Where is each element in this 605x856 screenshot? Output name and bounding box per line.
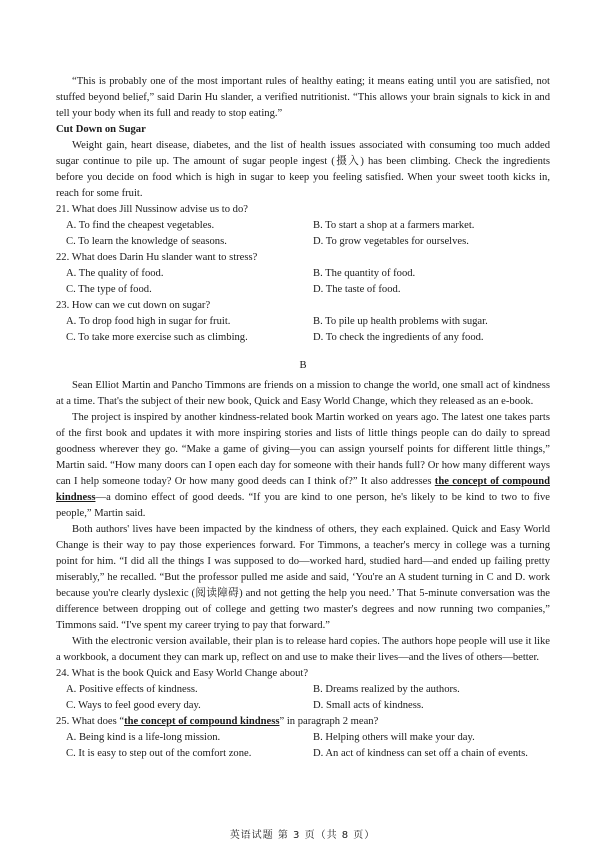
option-d[interactable]: D. An act of kindness can set off a chain of events.	[313, 748, 528, 759]
content-column	[56, 74, 550, 762]
paragraph-text: The project is inspired by another kindness-related book Martin worked on years ago. The latest one takes parts of the first book and updates it with more inspiring stories and lists of little things people can do daily to spread goodness wherever they go. “Make a game of giving—you can assign yourself points for different little things,” Martin said. “How many doors can I open each day for someone with their hands full? Or how many different ways can I help someone today? Or how many good deeds can I think of?” It also addresses	[56, 412, 550, 487]
option-a[interactable]: A. The quality of food.	[66, 268, 164, 279]
question-23	[56, 298, 550, 346]
compound-kindness-phrase: the concept of compound kindness	[56, 476, 550, 503]
sugar-paragraph: Weight gain, heart disease, diabetes, and the list of health issues associated with consuming too much added sugar continue to pile up. The amount of sugar people ingest (摄入) has been climbing. Check the ingredients before you decide on food which is high in sugar to keep you feeling satisfied. When your sweet tooth kicks in, reach for some fruit.	[56, 140, 550, 199]
stem-text: ” in paragraph 2 mean?	[279, 716, 379, 727]
intro-paragraph: “This is probably one of the most important rules of healthy eating; it means eating until you are satisfied, not stuffed beyond belief,” said Darin Hu slander, a verified nutritionist. “This allows your brain signals to kick in and tell your body when its full and ready to stop eating.”	[56, 76, 550, 119]
passage-b-paragraph-2	[56, 410, 550, 522]
passage-b-paragraph-1: Sean Elliot Martin and Pancho Timmons are friends on a mission to change the world, one small act of kindness at a time. That's the subject of their new book, Quick and Easy World Change, which they released as an e-book.	[56, 380, 550, 407]
question-stem	[56, 714, 550, 730]
option-a[interactable]: A. Positive effects of kindness.	[66, 684, 198, 695]
section-heading: Cut Down on Sugar	[56, 124, 146, 135]
option-b[interactable]: B. The quantity of food.	[313, 268, 416, 279]
option-b[interactable]: B. Dreams realized by the authors.	[313, 684, 460, 695]
option-b[interactable]: B. Helping others will make your day.	[313, 732, 475, 743]
question-22	[56, 250, 550, 298]
options	[56, 730, 550, 762]
passage-b-paragraph-4: With the electronic version available, their plan is to release hard copies. The authors hope people will use it like a workbook, a document they can mark up, reflect on and use to make their lives—and the lives of others—better.	[56, 636, 550, 663]
option-c[interactable]: C. It is easy to step out of the comfort zone.	[66, 748, 252, 759]
passage-b-paragraph-3: Both authors' lives have been impacted by the kindness of others, they each explained. Quick and Easy World Change is their way to pay those experiences forward. For Timmons, a teacher's mercy in college was a turning point for him. “I did all the things I was supposed to do—worked hard, studied hard—and ended up failing pretty miserably,” he recalled. “But the professor pulled me aside and said, ‘You're an A student turning in C and D. work because you're clearly dyslexic (阅读障碍) and not getting the help you need.’ That 5-minute conversation was the difference between dropping out of college and getting two master's degrees and now running two companies,” Timmons said. “I've spent my career trying to pay that forward.”	[56, 524, 550, 631]
question-stem: 24. What is the book Quick and Easy World Change about?	[56, 668, 309, 679]
page-footer: 英语试题 第 3 页（共 8 页）	[229, 830, 376, 841]
option-b[interactable]: B. To start a shop at a farmers market.	[313, 220, 475, 231]
options	[56, 266, 550, 298]
option-d[interactable]: D. The taste of food.	[313, 284, 401, 295]
option-d[interactable]: D. To check the ingredients of any food.	[313, 332, 484, 343]
option-a[interactable]: A. To find the cheapest vegetables.	[66, 220, 215, 231]
options	[56, 218, 550, 250]
option-d[interactable]: D. Small acts of kindness.	[313, 700, 424, 711]
option-c[interactable]: C. The type of food.	[66, 284, 152, 295]
question-stem: 21. What does Jill Nussinow advise us to do?	[56, 204, 248, 215]
option-c[interactable]: C. Ways to feel good every day.	[66, 700, 201, 711]
question-24	[56, 666, 550, 714]
option-b[interactable]: B. To pile up health problems with sugar.	[313, 316, 488, 327]
question-stem: 23. How can we cut down on sugar?	[56, 300, 211, 311]
question-21	[56, 202, 550, 250]
option-a[interactable]: A. Being kind is a life-long mission.	[66, 732, 221, 743]
stem-text: 25. What does “	[56, 716, 125, 727]
option-a[interactable]: A. To drop food high in sugar for fruit.	[66, 316, 231, 327]
options	[56, 314, 550, 346]
question-stem: 22. What does Darin Hu slander want to stress?	[56, 252, 258, 263]
section-b-label: B	[299, 360, 307, 371]
paragraph-text: —a domino effect of good deeds. “If you are kind to one person, he's likely to be kind to two to five people,” Martin said.	[56, 492, 550, 519]
compound-kindness-phrase: the concept of compound kindness	[124, 716, 280, 727]
option-d[interactable]: D. To grow vegetables for ourselves.	[313, 236, 469, 247]
option-c[interactable]: C. To take more exercise such as climbing.	[66, 332, 248, 343]
options	[56, 682, 550, 714]
option-c[interactable]: C. To learn the knowledge of seasons.	[66, 236, 227, 247]
question-25	[56, 714, 550, 762]
